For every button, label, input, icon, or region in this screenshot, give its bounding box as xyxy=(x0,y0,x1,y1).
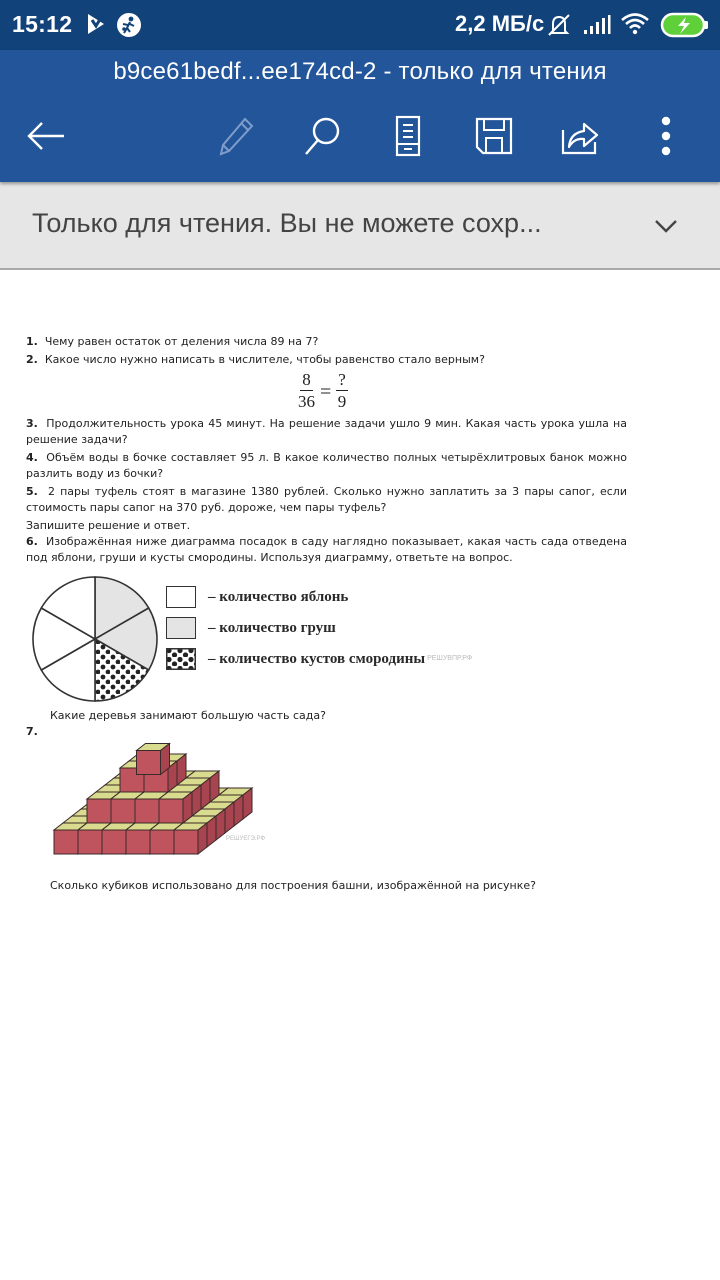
left-numerator: 8 xyxy=(302,370,311,389)
back-button[interactable] xyxy=(24,114,68,158)
equals-sign: = xyxy=(320,380,332,403)
question-3: 3. Продолжительность урока 45 минут. На решение задачи ушло 9 мин. Какая часть урока ушла на решение задачи? xyxy=(26,417,627,446)
right-numerator: ? xyxy=(338,370,346,389)
cube xyxy=(137,744,170,775)
question-5: 5. 2 пары туфель стоят в магазине 1380 рублей. Сколько нужно заплатить за 3 пары сапог, если стоимость пары сапог на 370 руб. дороже, чем пары туфель? xyxy=(26,485,627,514)
cube-tower-image xyxy=(50,736,290,864)
question-4: 4. Объём воды в бочке составляет 95 л. В какое количество полных четырёхлитровых банок можно разлить воду из бочки? xyxy=(26,451,627,480)
battery-charging-icon xyxy=(660,11,710,43)
status-bar xyxy=(0,0,720,50)
document-title: b9ce61bedf...ee174cd-2 - только для чтения xyxy=(113,58,607,85)
back-arrow-icon xyxy=(26,121,66,151)
edit-button[interactable] xyxy=(214,114,258,158)
soccer-ball-icon xyxy=(116,12,142,42)
right-denominator: 9 xyxy=(337,392,347,411)
network-speed: 2,2 МБ/с xyxy=(455,11,545,36)
cube xyxy=(174,823,207,854)
document-content xyxy=(26,334,627,894)
question-7: Сколько кубиков использовано для построения башни, изображённой на рисунке? xyxy=(50,879,536,892)
share-icon xyxy=(560,116,600,156)
banner-text: Только для чтения. Вы не можете сохр... xyxy=(32,208,542,238)
question-7-number: 7. xyxy=(26,725,38,738)
save-icon xyxy=(474,116,514,156)
question-2: 2. Какое число нужно написать в числителе, чтобы равенство стало верным? xyxy=(26,353,485,366)
legend-swatch-white xyxy=(166,586,196,608)
app-notification-icon xyxy=(86,12,106,40)
cube-tower-figure xyxy=(26,740,627,870)
pie-diagram xyxy=(26,566,627,702)
legend-item-apple-trees: – количество яблонь xyxy=(166,586,348,608)
pie-chart xyxy=(30,574,160,704)
signal-icon xyxy=(583,14,611,40)
watermark: РЕШУВПР.РФ xyxy=(427,655,473,662)
bell-off-icon xyxy=(546,13,572,41)
edit-pencil-icon xyxy=(217,116,255,156)
mobile-view-icon xyxy=(394,115,422,157)
search-icon xyxy=(302,116,342,156)
legend-item-pears: – количество груш xyxy=(166,617,336,639)
app-bar xyxy=(0,50,720,182)
share-button[interactable] xyxy=(558,114,602,158)
legend-item-currants: – количество кустов смородины РЕШУВПР.РФ xyxy=(166,648,472,670)
cube-watermark: РЕШУЕГЭ.РФ xyxy=(226,836,266,842)
fraction-equation xyxy=(26,368,627,416)
legend-swatch-gray xyxy=(166,617,196,639)
status-time: 15:12 xyxy=(12,11,73,37)
question-6-prompt: Какие деревья занимают большую часть сада? xyxy=(50,709,326,722)
more-options-button[interactable] xyxy=(644,114,688,158)
search-button[interactable] xyxy=(300,114,344,158)
more-options-icon xyxy=(660,116,672,156)
chevron-down-icon[interactable] xyxy=(652,212,680,240)
question-1: 1. Чему равен остаток от деления числа 89 на 7? xyxy=(26,335,319,348)
question-5-instruction: Запишите решение и ответ. xyxy=(26,519,191,532)
mobile-view-button[interactable] xyxy=(386,114,430,158)
question-6: 6. Изображённая ниже диаграмма посадок в саду наглядно показывает, какая часть сада отведена под яблони, груши и кусты смородины. Используя диаграмму, ответьте на вопрос. xyxy=(26,535,627,564)
read-only-banner[interactable] xyxy=(0,182,720,270)
save-button[interactable] xyxy=(472,114,516,158)
cube xyxy=(159,792,192,823)
left-denominator: 36 xyxy=(298,392,315,411)
wifi-icon xyxy=(620,12,650,40)
document-page xyxy=(0,272,720,1280)
legend-swatch-dots xyxy=(166,648,196,670)
